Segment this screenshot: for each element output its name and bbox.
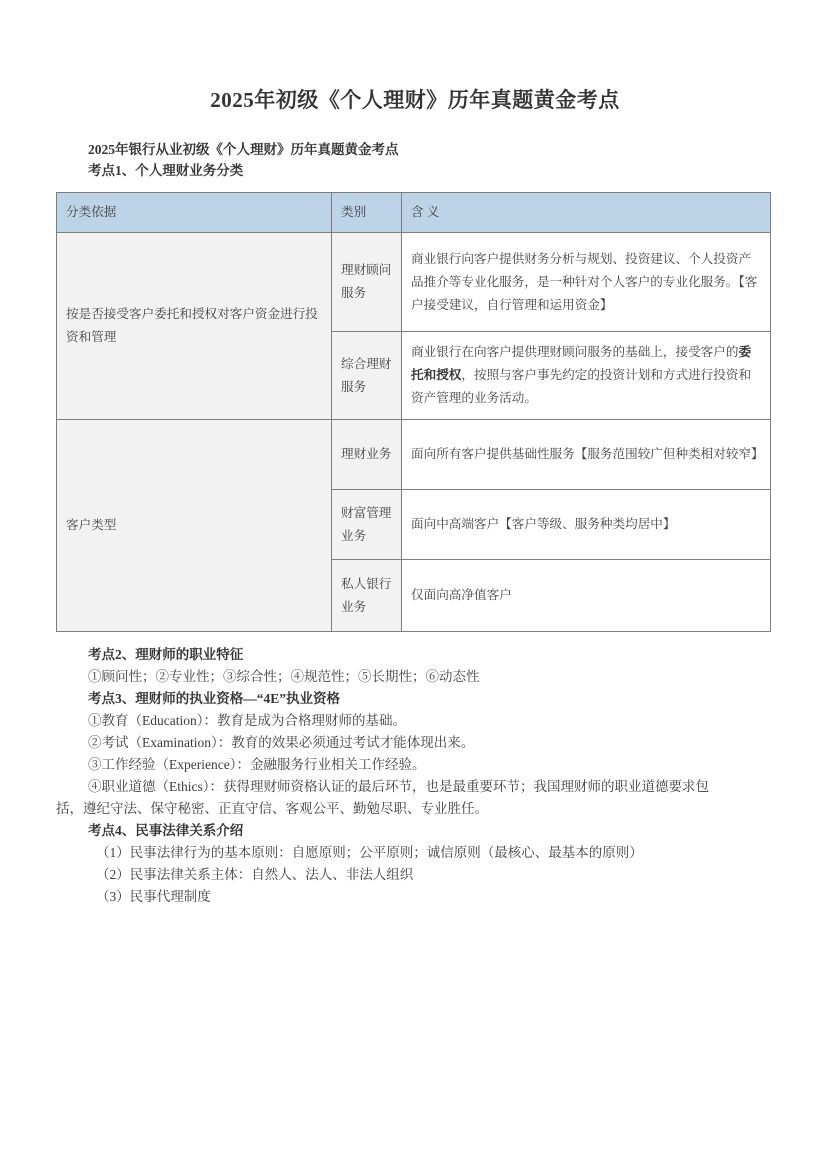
table-header — [57, 193, 771, 233]
meaning-text-pre: 商业银行在向客户提供理财顾问服务的基础上，接受客户的 — [411, 345, 739, 360]
kaodian3-item-3: ③工作经验（Experience）：金融服务行业相关工作经验。 — [88, 757, 426, 773]
table-row — [57, 420, 771, 490]
subtitle-line-2: 考点1、个人理财业务分类 — [88, 163, 244, 179]
subtitle-block — [0, 113, 830, 181]
kaodian3-item-4-line-1: ④职业道德（Ethics）：获得理财师资格认证的最后环节，也是最重要环节；我国理财师的职业道德要求包 — [88, 779, 709, 795]
section-heading-kaodian2: 考点2、理财师的职业特征 — [88, 647, 244, 663]
table-cell-category: 理财业务 — [332, 420, 402, 490]
table-cell-meaning — [402, 332, 771, 420]
meaning-text-emphasis: 委托和授权 — [411, 345, 752, 383]
kaodian4-item-1: （1）民事法律行为的基本原则：自愿原则；公平原则；诚信原则（最核心、最基本的原则） — [96, 845, 643, 861]
kaodian4-item-2: （2）民事法律关系主体：自然人、法人、非法人组织 — [96, 867, 414, 883]
meaning-text: 商业银行向客户提供财务分析与规划、投资建议、个人投资产品推介等专业化服务，是一种针对个人客户的专业化服务。【客户接受建议，自行管理和运用资金】 — [411, 251, 758, 312]
meaning-text: 面向所有客户提供基础性服务【服务范围较广但种类相对较窄】 — [411, 447, 764, 462]
classification-table-wrap — [0, 181, 830, 632]
kaodian3-item-4 — [56, 776, 774, 820]
meaning-text: 仅面向高净值客户 — [411, 588, 512, 603]
section-heading-kaodian4: 考点4、民事法律关系介绍 — [88, 823, 244, 839]
table-header-row — [57, 193, 771, 233]
table-cell-category: 综合理财服务 — [332, 332, 402, 420]
kaodian2-items: ①顾问性；②专业性；③综合性；④规范性；⑤长期性；⑥动态性 — [88, 669, 480, 685]
table-cell-category: 私人银行业务 — [332, 560, 402, 632]
page-title: 2025年初级《个人理财》历年真题黄金考点 — [210, 88, 620, 112]
kaodian4-item-3: （3）民事代理制度 — [96, 889, 211, 905]
kaodian3-item-4-line-2: 括，遵纪守法、保守秘密、正直守信、客观公平、勤勉尽职、专业胜任。 — [56, 801, 488, 817]
table-cell-meaning — [402, 490, 771, 560]
table-header-cell-category: 类别 — [332, 193, 402, 233]
table-header-cell-basis: 分类依据 — [57, 193, 332, 233]
kaodian3-item-2: ②考试（Examination）：教育的效果必须通过考试才能体现出来。 — [88, 735, 475, 751]
notes-body — [0, 632, 774, 908]
kaodian3-item-1: ①教育（Education）：教育是成为合格理财师的基础。 — [88, 713, 406, 729]
table-cell-basis: 按是否接受客户委托和授权对客户资金进行投资和管理 — [57, 233, 332, 420]
table-cell-meaning — [402, 233, 771, 332]
table-cell-category: 理财顾问服务 — [332, 233, 402, 332]
table-row — [57, 233, 771, 332]
table-cell-category: 财富管理业务 — [332, 490, 402, 560]
table-header-cell-meaning: 含 义 — [402, 193, 771, 233]
table-body — [57, 233, 771, 632]
subtitle-line-1: 2025年银行从业初级《个人理财》历年真题黄金考点 — [88, 142, 399, 158]
table-cell-meaning — [402, 420, 771, 490]
section-heading-kaodian3: 考点3、理财师的执业资格—“4E”执业资格 — [88, 691, 341, 707]
meaning-text-post: ，按照与客户事先约定的投资计划和方式进行投资和资产管理的业务活动。 — [411, 368, 752, 406]
table-cell-meaning — [402, 560, 771, 632]
classification-table — [56, 192, 771, 632]
table-cell-basis: 客户类型 — [57, 420, 332, 632]
meaning-text: 面向中高端客户【客户等级、服务种类均居中】 — [411, 517, 676, 532]
